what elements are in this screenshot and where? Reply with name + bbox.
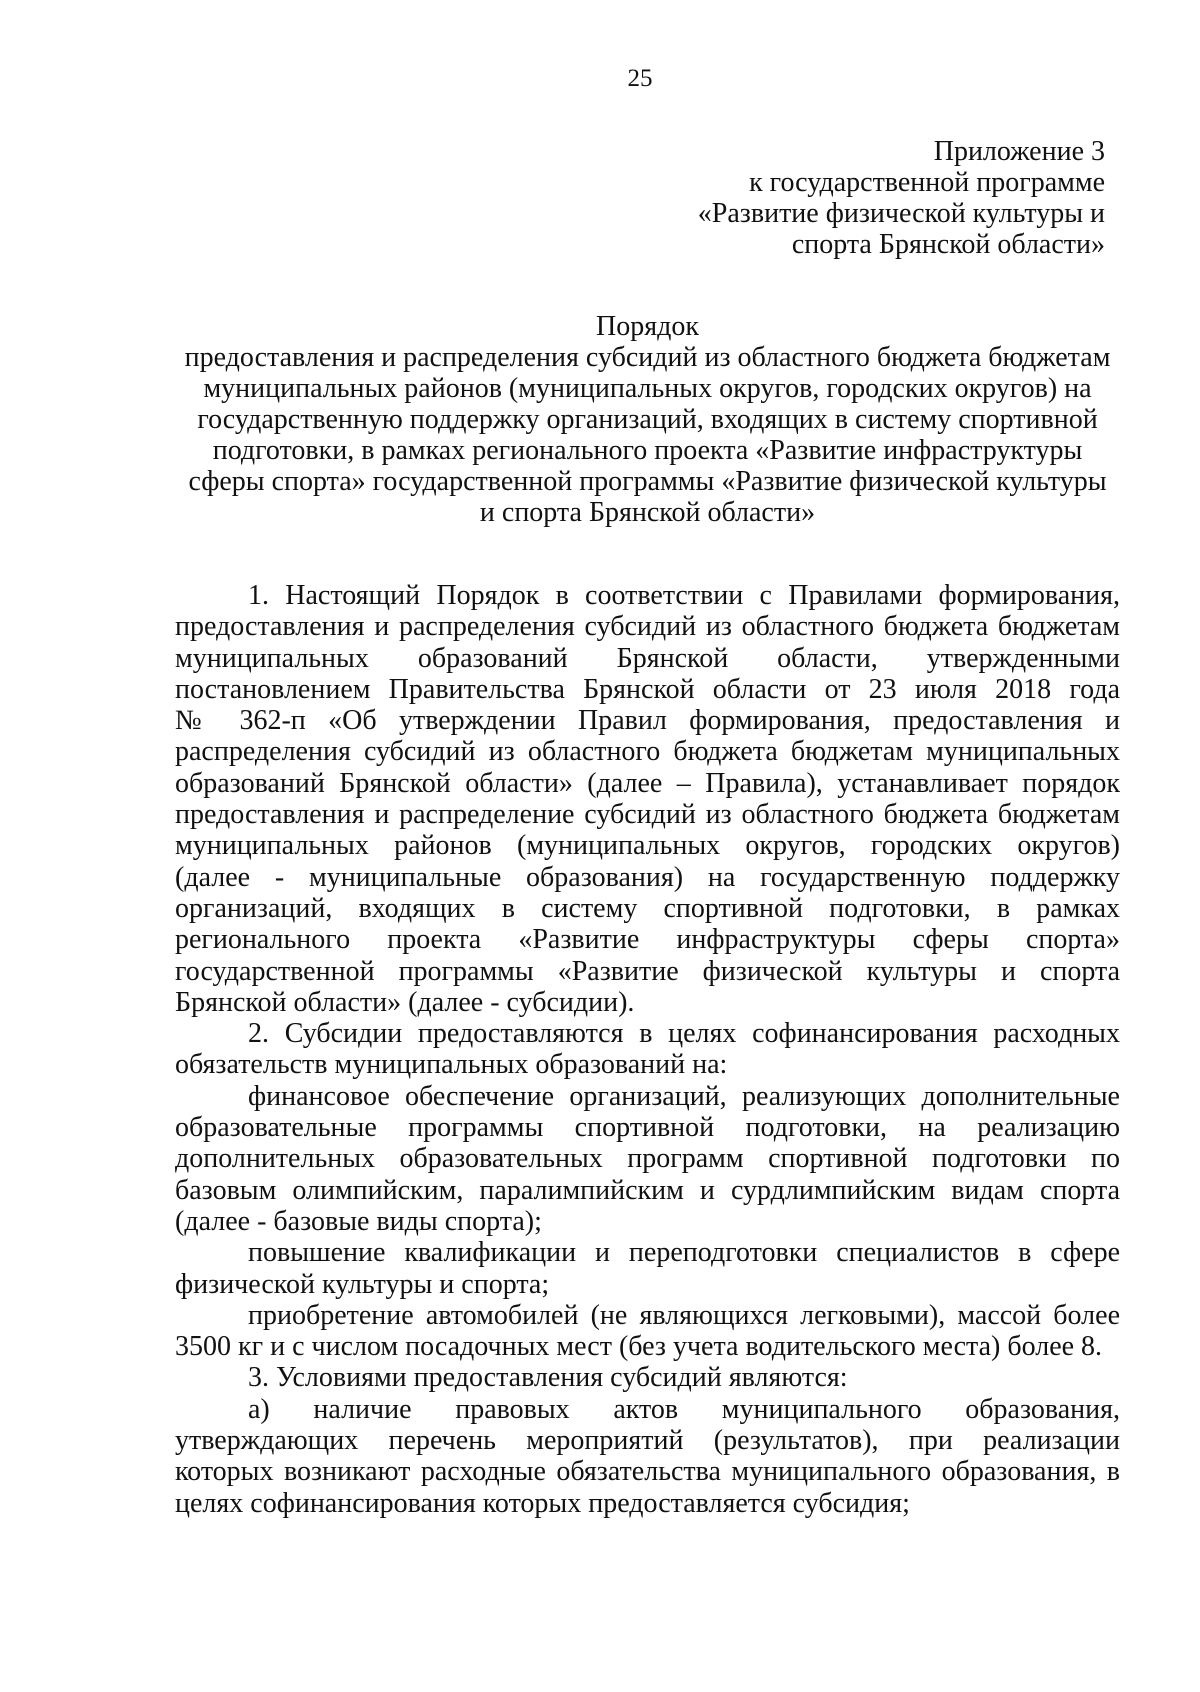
title-line: государственную поддержку организаций, входящих в систему спортивной: [197, 404, 1098, 435]
body-line: 2. Субсидии предоставляются в целях софинансирования расходных: [248, 1018, 1120, 1050]
page-number: 25: [627, 65, 653, 92]
body-line: обязательств муниципальных образований на:: [175, 1049, 728, 1081]
body-line: целях софинансирования которых предоставляется субсидия;: [175, 1487, 910, 1519]
body-line: физической культуры и спорта;: [175, 1268, 550, 1300]
body-line: финансовое обеспечение организаций, реализующих дополнительные: [248, 1080, 1120, 1112]
title-line: Порядок: [596, 311, 699, 342]
annex-line: «Развитие физической культуры и: [697, 198, 1105, 229]
body-line: образовательные программы спортивной подготовки, на реализацию: [175, 1112, 1120, 1144]
annex-line: к государственной программе: [749, 167, 1105, 198]
title-line: и спорта Брянской области»: [479, 497, 816, 528]
body-line: повышение квалификации и переподготовки специалистов в сфере: [248, 1237, 1120, 1269]
body-line: 3. Условиями предоставления субсидий являются:: [248, 1362, 848, 1394]
annex-line: спорта Брянской области»: [791, 229, 1105, 260]
document-title: [175, 311, 1120, 528]
body-line: предоставления и распределения субсидий из областного бюджета бюджетам: [175, 611, 1120, 643]
body-line: которых возникают расходные обязательства муниципального образования, в: [175, 1456, 1120, 1488]
title-line: предоставления и распределения субсидий из областного бюджета бюджетам: [184, 342, 1111, 373]
body-line: 1. Настоящий Порядок в соответствии с Правилами формирования,: [248, 580, 1120, 611]
title-line: муниципальных районов (муниципальных округов, городских округов) на: [203, 373, 1092, 404]
body-line: базовым олимпийским, паралимпийским и сурдлимпийским видам спорта: [175, 1174, 1120, 1206]
body-line: приобретение автомобилей (не являющихся легковыми), массой более: [248, 1299, 1120, 1331]
body-line: постановлением Правительства Брянской области от 23 июля 2018 года: [175, 673, 1120, 705]
annex-heading: [505, 136, 1105, 260]
body-line: Брянской области» (далее - субсидии).: [175, 986, 635, 1018]
document-body: [175, 580, 1120, 1519]
body-line: дополнительных образовательных программ спортивной подготовки по: [175, 1143, 1120, 1175]
body-line: предоставления и распределение субсидий из областного бюджета бюджетам: [175, 799, 1120, 831]
body-line: № 362-п «Об утверждении Правил формирования, предоставления и: [175, 705, 1120, 737]
title-line: подготовки, в рамках регионального проекта «Развитие инфраструктуры: [212, 435, 1083, 466]
body-line: организаций, входящих в систему спортивной подготовки, в рамках: [175, 892, 1120, 924]
body-line: регионального проекта «Развитие инфраструктуры сферы спорта»: [175, 924, 1120, 956]
body-line: муниципальных образований Брянской области, утвержденными: [175, 642, 1120, 674]
annex-line: Приложение 3: [933, 136, 1105, 167]
body-line: (далее - муниципальные образования) на государственную поддержку: [175, 861, 1120, 893]
body-line: образований Брянской области» (далее – Правила), устанавливает порядок: [175, 767, 1120, 799]
body-line: государственной программы «Развитие физической культуры и спорта: [175, 955, 1120, 987]
body-line: (далее - базовые виды спорта);: [175, 1205, 542, 1237]
body-line: а) наличие правовых актов муниципального образования,: [248, 1393, 1120, 1425]
title-line: сферы спорта» государственной программы «Развитие физической культуры: [188, 466, 1107, 497]
body-line: 3500 кг и с числом посадочных мест (без учета водительского места) более 8.: [175, 1331, 1103, 1363]
body-line: распределения субсидий из областного бюджета бюджетам муниципальных: [175, 736, 1120, 768]
body-line: муниципальных районов (муниципальных округов, городских округов): [175, 830, 1120, 862]
body-line: утверждающих перечень мероприятий (результатов), при реализации: [175, 1425, 1120, 1457]
